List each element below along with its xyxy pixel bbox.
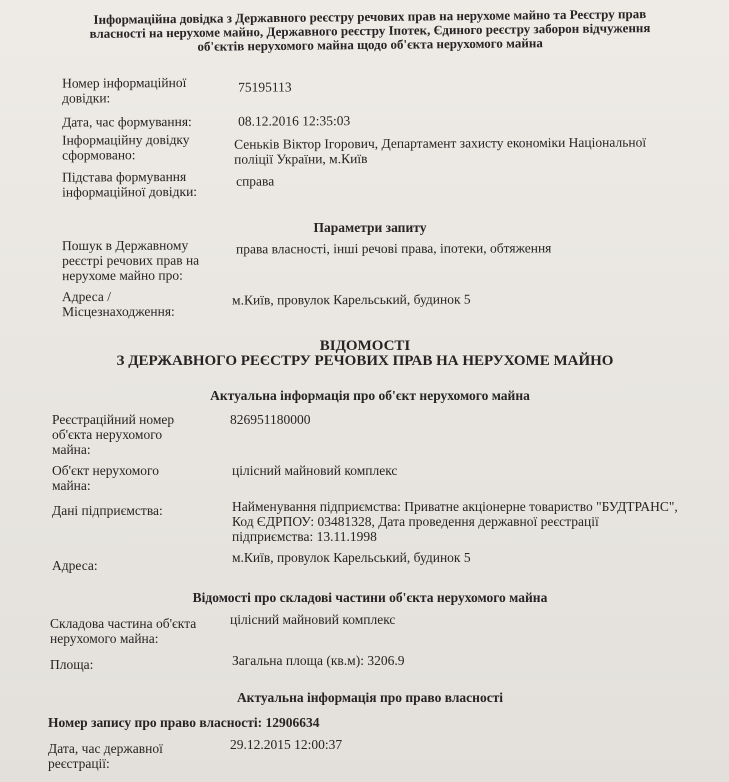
object-address-value: м.Київ, провулок Карельський, будинок 5 <box>232 550 471 565</box>
object-enterprise-label: Дані підприємства: <box>52 503 163 518</box>
info-basis-label: Підстава формування інформаційної довідки: <box>62 168 198 200</box>
ownership-record-label: Номер запису про право власності: 12906634 <box>48 715 320 730</box>
info-number-label: Номер інформаційної довідки: <box>62 74 187 106</box>
info-number-value: 75195113 <box>238 79 292 95</box>
components-part-label: Складова частина об'єкта нерухомого майна: <box>50 616 197 646</box>
info-number-row <box>62 72 682 106</box>
object-address-label: Адреса: <box>52 558 98 573</box>
document-title: Інформаційна довідка з Державного реєстру речових прав на нерухоме майно та Реєстру прав власності на нерухоме майно, Державного реєстру Іпотек, Єдиного реєстру заборон відчуження об'єктів нерухомого майна щодо об'єкта нерухомого майна <box>89 6 651 54</box>
info-formed-value: Сеньків Віктор Ігорович, Департамент захисту економіки Національної поліції України, м.Київ <box>234 134 647 167</box>
object-type-label: Об'єкт нерухомого майна: <box>52 463 160 493</box>
ownership-date-value: 29.12.2015 12:00:37 <box>230 737 343 752</box>
components-area-label: Площа: <box>50 657 94 672</box>
query-address-row <box>62 287 682 320</box>
query-address-value: м.Київ, провулок Карельський, будинок 5 <box>232 291 471 308</box>
object-heading: Актуальна інформація про об'єкт нерухомого майна <box>210 388 530 403</box>
query-heading: Параметри запиту <box>313 220 427 235</box>
object-reg-value: 826951180000 <box>230 412 311 427</box>
object-type-value: цілісний майновий комплекс <box>232 463 398 478</box>
ownership-heading: Актуальна інформація про право власності <box>236 690 504 705</box>
info-datetime-value: 08.12.2016 12:35:03 <box>238 113 351 129</box>
info-datetime-label: Дата, час формування: <box>62 113 192 130</box>
info-datetime-row <box>62 111 682 130</box>
registry-heading-line1: ВІДОМОСТІ <box>319 338 411 354</box>
info-basis-row <box>62 166 682 200</box>
info-basis-value: справа <box>236 173 275 189</box>
query-search-value: права власності, інші речові права, іпотеки, обтяження <box>236 240 552 257</box>
info-formed-row <box>62 129 682 167</box>
components-heading: Відомості про складові частини об'єкта нерухомого майна <box>192 590 548 605</box>
object-enterprise-value: Найменування підприємства: Приватне акціонерне товариство "БУДТРАНС", Код ЄДРПОУ: 03481328, Дата проведення державної реєстрації підприємства: 13.11.1998 <box>232 499 678 544</box>
query-search-row <box>62 236 682 284</box>
components-area-value: Загальна площа (кв.м): 3206.9 <box>232 653 405 668</box>
ownership-date-label: Дата, час державної реєстрації: <box>48 741 163 771</box>
components-part-value: цілісний майновий комплекс <box>230 612 396 627</box>
info-formed-label: Інформаційну довідку сформовано: <box>62 131 190 163</box>
registry-heading-line2: З ДЕРЖАВНОГО РЕЄСТРУ РЕЧОВИХ ПРАВ НА НЕРУХОМЕ МАЙНО <box>116 353 614 369</box>
query-address-label: Адреса / Місцезнаходження: <box>62 288 175 320</box>
query-search-label: Пошук в Державному реєстрі речових прав на нерухоме майно про: <box>62 237 200 284</box>
object-reg-label: Реєстраційний номер об'єкта нерухомого майна: <box>52 412 175 457</box>
